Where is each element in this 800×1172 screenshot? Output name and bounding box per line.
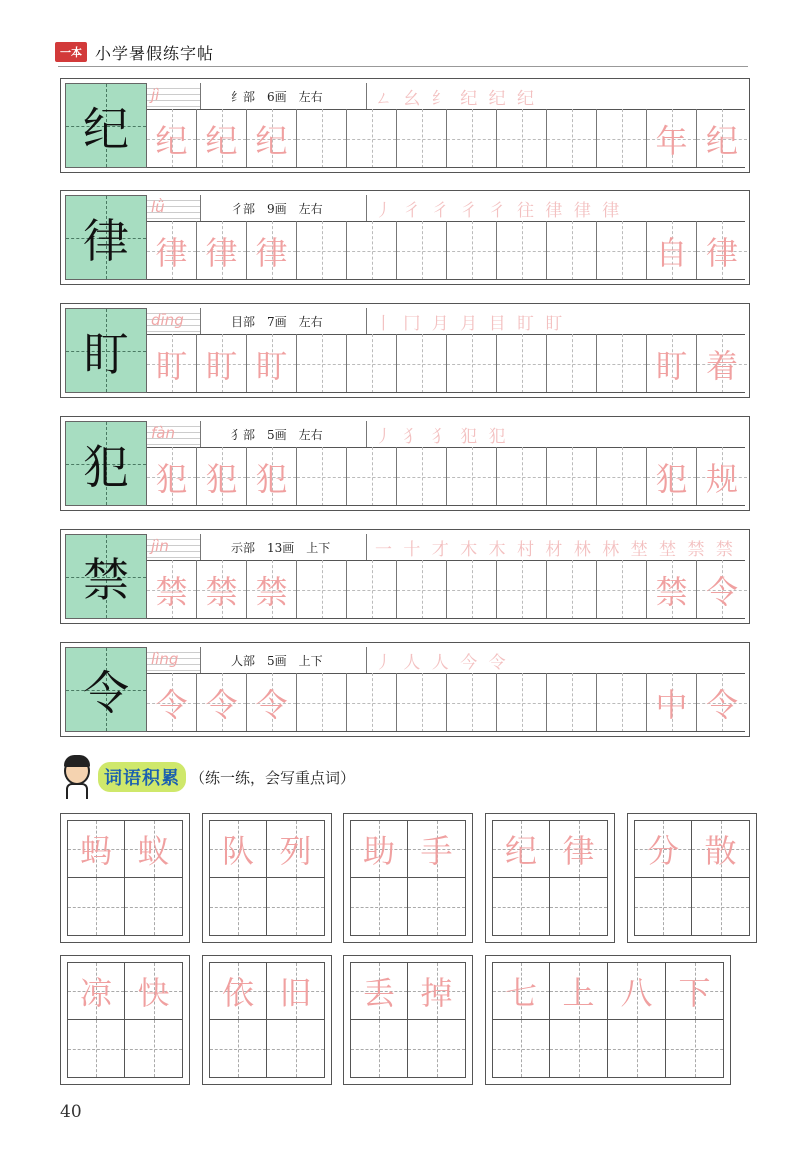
word-trace-char: 列 (279, 832, 312, 870)
word-trace-cell[interactable] (666, 962, 724, 1020)
word-write-cell[interactable] (350, 878, 408, 936)
word-trace-cell[interactable] (692, 820, 750, 878)
section-subtitle: （练一练，会写重点词） (190, 768, 356, 787)
writing-cell[interactable] (247, 560, 297, 619)
writing-cell[interactable] (397, 221, 447, 280)
word-trace-cell[interactable] (492, 820, 550, 878)
word-trace-char: 旧 (279, 974, 312, 1012)
pinyin-box[interactable] (147, 195, 201, 221)
radical: 人部 (231, 653, 256, 668)
stroke-order: 丿 彳 彳 彳 彳 往 律 律 律 (375, 200, 623, 221)
pinyin-text: lìng (151, 650, 179, 668)
writing-cell[interactable] (497, 673, 547, 732)
writing-cell[interactable] (447, 334, 497, 393)
writing-cell[interactable] (297, 109, 347, 168)
word-box (60, 813, 190, 943)
word-write-cell[interactable] (350, 1020, 408, 1078)
writing-cell[interactable] (397, 447, 447, 506)
trace-char: 纪 (255, 121, 288, 160)
word-trace-cell[interactable] (209, 820, 267, 878)
writing-cell[interactable] (147, 221, 197, 280)
structure: 左右 (298, 89, 323, 104)
pinyin-box[interactable] (147, 308, 201, 334)
writing-cell[interactable] (447, 560, 497, 619)
stroke-order: 一 十 才 木 木 村 材 林 林 埜 埜 禁 禁 (375, 539, 736, 560)
writing-cell[interactable] (147, 334, 197, 393)
writing-cell[interactable] (347, 560, 397, 619)
book-title: 小学暑假练字帖 (95, 43, 215, 63)
writing-cell[interactable] (547, 673, 597, 732)
word-trace-char: 丢 (362, 974, 395, 1012)
word-trace-cell[interactable] (550, 820, 608, 878)
stroke-order: 丿 犭 犭 犯 犯 (375, 426, 509, 447)
word-trace-cell[interactable] (408, 962, 466, 1020)
pinyin-text: dīng (151, 311, 184, 329)
word-write-cell[interactable] (492, 878, 550, 936)
writing-grid (147, 334, 747, 393)
model-char-box (65, 647, 147, 732)
word-trace-char: 上 (562, 974, 595, 1012)
word-box (485, 813, 615, 943)
writing-cell[interactable] (497, 560, 547, 619)
writing-cell[interactable] (197, 334, 247, 393)
writing-cell[interactable] (197, 673, 247, 732)
word-box (343, 813, 473, 943)
word-write-cell[interactable] (67, 878, 125, 936)
trace-char: 盯 (655, 346, 688, 385)
char-row (60, 416, 750, 511)
word-trace-cell[interactable] (209, 962, 267, 1020)
char-row (60, 190, 750, 285)
word-trace-char: 蚁 (137, 832, 170, 870)
trace-char: 纪 (155, 121, 188, 160)
trace-char: 犯 (205, 459, 238, 498)
word-trace-char: 律 (562, 832, 595, 870)
writing-cell[interactable] (347, 673, 397, 732)
writing-cell[interactable] (297, 334, 347, 393)
writing-cell[interactable] (247, 334, 297, 393)
trace-char: 令 (205, 685, 238, 724)
radical: 纟部 (231, 89, 256, 104)
writing-cell[interactable] (697, 109, 747, 168)
word-write-cell[interactable] (608, 1020, 666, 1078)
writing-cell[interactable] (597, 560, 647, 619)
trace-char: 犯 (655, 459, 688, 498)
writing-cell[interactable] (547, 560, 597, 619)
trace-char: 犯 (255, 459, 288, 498)
model-char: 令 (83, 665, 129, 720)
trace-char: 犯 (155, 459, 188, 498)
writing-cell[interactable] (697, 560, 747, 619)
trace-char: 令 (705, 572, 738, 611)
writing-cell[interactable] (597, 221, 647, 280)
pinyin-box[interactable] (147, 421, 201, 447)
word-write-cell[interactable] (209, 1020, 267, 1078)
writing-cell[interactable] (397, 334, 447, 393)
word-trace-char: 凉 (79, 974, 112, 1012)
word-trace-char: 七 (504, 974, 537, 1012)
trace-char: 中 (655, 685, 688, 724)
trace-char: 令 (255, 685, 288, 724)
logo-badge: 一本 (55, 42, 87, 62)
writing-cell[interactable] (697, 673, 747, 732)
writing-cell[interactable] (347, 109, 397, 168)
writing-cell[interactable] (547, 221, 597, 280)
radical: 犭部 (231, 427, 256, 442)
word-box (60, 955, 190, 1085)
stroke-order: 丿 人 人 今 令 (375, 652, 509, 673)
writing-cell[interactable] (197, 447, 247, 506)
writing-cell[interactable] (497, 109, 547, 168)
pinyin-box[interactable] (147, 534, 201, 560)
word-write-cell[interactable] (125, 1020, 183, 1078)
char-row (60, 303, 750, 398)
writing-grid (147, 109, 747, 168)
stroke-count: 5画 (267, 427, 287, 442)
word-trace-char: 助 (362, 832, 395, 870)
word-trace-cell[interactable] (350, 820, 408, 878)
structure: 上下 (298, 653, 323, 668)
word-box (343, 955, 473, 1085)
writing-cell[interactable] (497, 447, 547, 506)
writing-grid (147, 447, 747, 506)
char-row (60, 78, 750, 173)
writing-cell[interactable] (247, 673, 297, 732)
word-trace-char: 散 (704, 832, 737, 870)
section-header (60, 755, 355, 799)
writing-cell[interactable] (247, 109, 297, 168)
writing-cell[interactable] (597, 673, 647, 732)
writing-cell[interactable] (247, 221, 297, 280)
char-info (201, 308, 367, 334)
writing-cell[interactable] (547, 447, 597, 506)
trace-char: 盯 (205, 346, 238, 385)
page-number: 40 (60, 1102, 82, 1122)
word-write-cell[interactable] (125, 878, 183, 936)
word-trace-char: 蚂 (79, 832, 112, 870)
writing-cell[interactable] (697, 334, 747, 393)
writing-cell[interactable] (247, 447, 297, 506)
writing-cell[interactable] (147, 560, 197, 619)
writing-cell[interactable] (647, 447, 697, 506)
trace-char: 年 (655, 121, 688, 160)
trace-char: 规 (705, 459, 738, 498)
word-trace-char: 八 (620, 974, 653, 1012)
model-char-box (65, 308, 147, 393)
trace-char: 纪 (205, 121, 238, 160)
stroke-count: 5画 (267, 653, 287, 668)
trace-char: 律 (255, 233, 288, 272)
stroke-count: 6画 (267, 89, 287, 104)
writing-cell[interactable] (447, 109, 497, 168)
writing-cell[interactable] (397, 560, 447, 619)
char-info (201, 534, 367, 560)
word-write-cell[interactable] (67, 1020, 125, 1078)
stroke-count: 7画 (267, 314, 287, 329)
pinyin-text: jì (151, 86, 160, 104)
stroke-count: 13画 (267, 540, 295, 555)
word-box (627, 813, 757, 943)
word-trace-cell[interactable] (125, 820, 183, 878)
radical: 彳部 (231, 201, 256, 216)
word-write-cell[interactable] (492, 1020, 550, 1078)
word-box (485, 955, 731, 1085)
word-trace-char: 纪 (504, 832, 537, 870)
word-write-cell[interactable] (666, 1020, 724, 1078)
pinyin-box[interactable] (147, 647, 201, 673)
word-write-cell[interactable] (209, 878, 267, 936)
trace-char: 纪 (705, 121, 738, 160)
model-char-box (65, 534, 147, 619)
model-char: 律 (83, 213, 129, 268)
boy-mascot-icon (60, 755, 96, 799)
writing-cell[interactable] (697, 447, 747, 506)
writing-cell[interactable] (697, 221, 747, 280)
word-trace-char: 队 (221, 832, 254, 870)
radical: 目部 (231, 314, 256, 329)
structure: 上下 (306, 540, 331, 555)
pinyin-box[interactable] (147, 83, 201, 109)
model-char: 盯 (83, 326, 129, 381)
writing-cell[interactable] (547, 109, 597, 168)
writing-cell[interactable] (497, 221, 547, 280)
trace-char: 自 (655, 233, 688, 272)
writing-cell[interactable] (597, 334, 647, 393)
stroke-order: ㄥ 幺 纟 纪 纪 纪 (375, 88, 538, 109)
word-trace-cell[interactable] (267, 820, 325, 878)
char-info (201, 83, 367, 109)
writing-cell[interactable] (647, 109, 697, 168)
model-char-box (65, 195, 147, 280)
trace-char: 禁 (255, 572, 288, 611)
trace-char: 着 (705, 346, 738, 385)
word-write-cell[interactable] (267, 1020, 325, 1078)
writing-cell[interactable] (297, 673, 347, 732)
model-char: 纪 (83, 101, 129, 156)
writing-cell[interactable] (497, 334, 547, 393)
writing-cell[interactable] (447, 221, 497, 280)
pinyin-text: jìn (151, 537, 169, 555)
section-title: 词语积累 (98, 762, 186, 792)
writing-cell[interactable] (347, 221, 397, 280)
word-trace-cell[interactable] (67, 962, 125, 1020)
writing-grid (147, 673, 747, 732)
writing-cell[interactable] (597, 109, 647, 168)
pinyin-text: fàn (151, 424, 175, 442)
writing-cell[interactable] (547, 334, 597, 393)
structure: 左右 (298, 314, 323, 329)
word-write-cell[interactable] (408, 878, 466, 936)
writing-cell[interactable] (397, 109, 447, 168)
char-info (201, 195, 367, 221)
model-char: 犯 (83, 439, 129, 494)
radical: 示部 (231, 540, 256, 555)
char-info (201, 421, 367, 447)
word-trace-char: 快 (137, 974, 170, 1012)
writing-cell[interactable] (647, 334, 697, 393)
word-trace-char: 手 (420, 832, 453, 870)
model-char-box (65, 421, 147, 506)
trace-char: 禁 (155, 572, 188, 611)
word-trace-cell[interactable] (634, 820, 692, 878)
stroke-order: 丨 冂 月 月 目 盯 盯 (375, 313, 566, 334)
pinyin-text: lǜ (151, 198, 165, 216)
word-box (202, 813, 332, 943)
writing-cell[interactable] (197, 560, 247, 619)
writing-cell[interactable] (297, 221, 347, 280)
stroke-count: 9画 (267, 201, 287, 216)
word-trace-cell[interactable] (408, 820, 466, 878)
writing-cell[interactable] (297, 447, 347, 506)
writing-cell[interactable] (447, 447, 497, 506)
word-trace-char: 分 (646, 832, 679, 870)
writing-cell[interactable] (647, 673, 697, 732)
word-trace-cell[interactable] (492, 962, 550, 1020)
word-write-cell[interactable] (550, 1020, 608, 1078)
model-char-box (65, 83, 147, 168)
char-row (60, 642, 750, 737)
writing-cell[interactable] (347, 334, 397, 393)
word-trace-char: 依 (221, 974, 254, 1012)
writing-cell[interactable] (197, 221, 247, 280)
word-write-cell[interactable] (634, 878, 692, 936)
writing-cell[interactable] (597, 447, 647, 506)
header-divider (58, 66, 748, 67)
writing-cell[interactable] (147, 447, 197, 506)
trace-char: 律 (155, 233, 188, 272)
word-write-cell[interactable] (408, 1020, 466, 1078)
writing-grid (147, 221, 747, 280)
word-trace-char: 掉 (420, 974, 453, 1012)
writing-cell[interactable] (197, 109, 247, 168)
model-char: 禁 (83, 552, 129, 607)
word-trace-cell[interactable] (67, 820, 125, 878)
writing-cell[interactable] (297, 560, 347, 619)
structure: 左右 (298, 427, 323, 442)
char-row (60, 529, 750, 624)
word-box (202, 955, 332, 1085)
word-trace-cell[interactable] (608, 962, 666, 1020)
word-trace-cell[interactable] (267, 962, 325, 1020)
trace-char: 盯 (155, 346, 188, 385)
trace-char: 禁 (205, 572, 238, 611)
word-write-cell[interactable] (692, 878, 750, 936)
trace-char: 禁 (655, 572, 688, 611)
trace-char: 律 (705, 233, 738, 272)
word-write-cell[interactable] (550, 878, 608, 936)
trace-char: 律 (205, 233, 238, 272)
structure: 左右 (298, 201, 323, 216)
writing-cell[interactable] (647, 560, 697, 619)
writing-cell[interactable] (147, 109, 197, 168)
page-header (55, 40, 214, 64)
word-write-cell[interactable] (267, 878, 325, 936)
trace-char: 盯 (255, 346, 288, 385)
word-trace-cell[interactable] (350, 962, 408, 1020)
writing-grid (147, 560, 747, 619)
trace-char: 令 (705, 685, 738, 724)
writing-cell[interactable] (347, 447, 397, 506)
word-trace-cell[interactable] (550, 962, 608, 1020)
writing-cell[interactable] (447, 673, 497, 732)
word-trace-char: 下 (678, 974, 711, 1012)
trace-char: 令 (155, 685, 188, 724)
writing-cell[interactable] (147, 673, 197, 732)
writing-cell[interactable] (397, 673, 447, 732)
word-trace-cell[interactable] (125, 962, 183, 1020)
writing-cell[interactable] (647, 221, 697, 280)
char-info (201, 647, 367, 673)
